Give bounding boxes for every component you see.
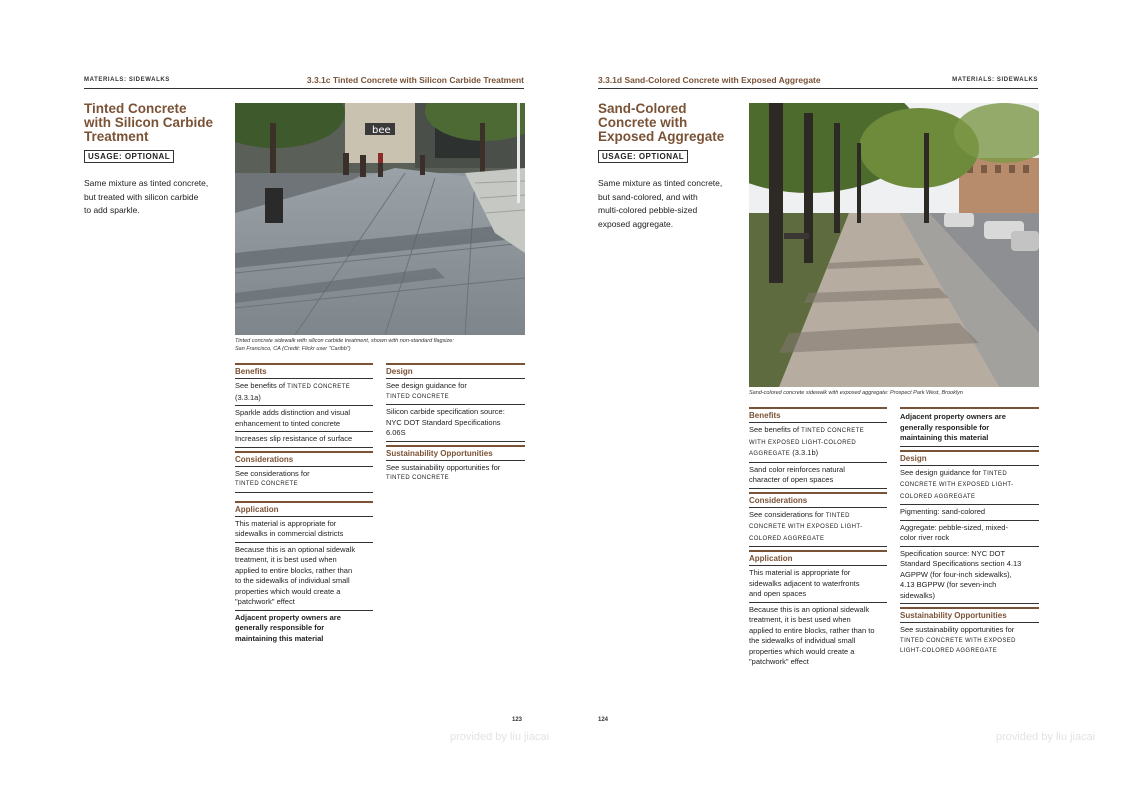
right-spec-column xyxy=(900,404,1039,659)
photo-caption: Sand-colored concrete sidewalk with exposed aggregate: Prospect Park West, Brooklyn xyxy=(749,390,963,396)
list-item: Adjacent property owners are generally responsible for maintaining this material xyxy=(900,407,1039,447)
design-heading: Design xyxy=(900,450,1039,466)
usage-badge: USAGE: OPTIONAL xyxy=(84,150,174,163)
list-item: Because this is an optional sidewalk treatment, it is best used when applied to entire blocks, rather than to the sidewalks of individual small properties which would create a "patchwork" effect xyxy=(749,604,875,666)
list-item: See sustainability opportunities for TINTED CONCRETE WITH EXPOSED LIGHT-COLORED AGGREGATE xyxy=(900,625,1016,654)
section-label: MATERIALS: SIDEWALKS xyxy=(952,77,1038,83)
running-title: 3.3.1d Sand-Colored Concrete with Exposed Aggregate xyxy=(598,75,821,85)
section-title: Sand-Colored Concrete with Exposed Aggregate xyxy=(598,101,725,144)
list-item: This material is appropriate for sidewalks adjacent to waterfronts and open spaces xyxy=(749,566,887,603)
prospect-park-sidewalk-illustration xyxy=(749,103,1039,387)
sidewalk-photo xyxy=(749,103,1039,387)
list-item: Adjacent property owners are generally responsible for maintaining this material xyxy=(235,612,341,643)
watermark: provided by liu jiacai xyxy=(450,731,550,743)
design-heading: Design xyxy=(386,363,525,379)
running-title: 3.3.1c Tinted Concrete with Silicon Carbide Treatment xyxy=(306,75,524,85)
sustainability-heading: Sustainability Opportunities xyxy=(900,607,1039,623)
section-label: MATERIALS: SIDEWALKS xyxy=(84,77,170,83)
left-spec-column xyxy=(749,404,887,670)
list-item: Because this is an optional sidewalk treatment, it is best used when applied to entire blocks, rather than to the sidewalks of individual small properties which would create a "patchwork" effect xyxy=(235,543,373,611)
right-spec-column xyxy=(386,360,525,486)
list-item: Pigmenting: sand-colored xyxy=(900,505,1039,521)
intro-text: Same mixture as tinted concrete, but treated with silicon carbide to add sparkle. xyxy=(84,178,209,215)
considerations-heading: Considerations xyxy=(749,492,887,508)
intro-text: Same mixture as tinted concrete, but sand-colored, and with multi-colored pebble-sized exposed aggregate. xyxy=(598,178,723,229)
san-francisco-street-illustration xyxy=(235,103,525,335)
list-item: See considerations for TINTED CONCRETE WITH EXPOSED LIGHT- COLORED AGGREGATE xyxy=(749,508,887,548)
usage-badge: USAGE: OPTIONAL xyxy=(598,150,688,163)
watermark: provided by liu jiacai xyxy=(996,731,1096,743)
sidewalk-photo xyxy=(235,103,525,335)
right-page xyxy=(562,0,1123,794)
list-item: Aggregate: pebble-sized, mixed- color river rock xyxy=(900,521,1039,547)
list-item: This material is appropriate for sidewalks in commercial districts xyxy=(235,517,373,543)
running-header xyxy=(84,74,524,89)
list-item: See design guidance for TINTED CONCRETE xyxy=(386,379,525,405)
application-heading: Application xyxy=(749,550,887,566)
svg-text:bee: bee xyxy=(372,125,391,136)
list-item: Specification source: NYC DOT Standard Specifications section 4.13 AGPPW (for four-inch sidewalks), 4.13 BGPPW (for seven-inch sidewalks) xyxy=(900,547,1039,605)
list-item: Sand color reinforces natural character of open spaces xyxy=(749,463,887,489)
page-number: 123 xyxy=(512,717,523,723)
photo-caption: Tinted concrete sidewalk with silicon carbide treatment, shown with non-standard flagsize: San Francisco, CA (Credit: Flickr user "Caribb") xyxy=(235,338,454,352)
left-page xyxy=(0,0,561,794)
application-heading: Application xyxy=(235,501,373,517)
page-number: 124 xyxy=(598,717,609,723)
benefits-heading: Benefits xyxy=(749,407,887,423)
list-item: Silicon carbide specification source: NYC DOT Standard Specifications 6.06S xyxy=(386,405,525,442)
considerations-heading: Considerations xyxy=(235,451,373,467)
list-item: See design guidance for TINTED CONCRETE WITH EXPOSED LIGHT- COLORED AGGREGATE xyxy=(900,466,1039,506)
sustainability-heading: Sustainability Opportunities xyxy=(386,445,525,461)
list-item: See considerations for TINTED CONCRETE xyxy=(235,467,373,493)
benefits-heading: Benefits xyxy=(235,363,373,379)
running-header xyxy=(598,74,1038,89)
list-item: Sparkle adds distinction and visual enhancement to tinted concrete xyxy=(235,406,373,432)
list-item: See sustainability opportunities for TINTED CONCRETE xyxy=(386,462,501,481)
section-title: Tinted Concrete with Silicon Carbide Treatment xyxy=(84,101,214,144)
left-spec-column xyxy=(235,360,373,646)
list-item: Increases slip resistance of surface xyxy=(235,432,373,448)
list-item: See benefits of TINTED CONCRETE (3.3.1a) xyxy=(235,379,373,406)
list-item: See benefits of TINTED CONCRETE WITH EXPOSED LIGHT-COLORED AGGREGATE (3.3.1b) xyxy=(749,423,887,463)
